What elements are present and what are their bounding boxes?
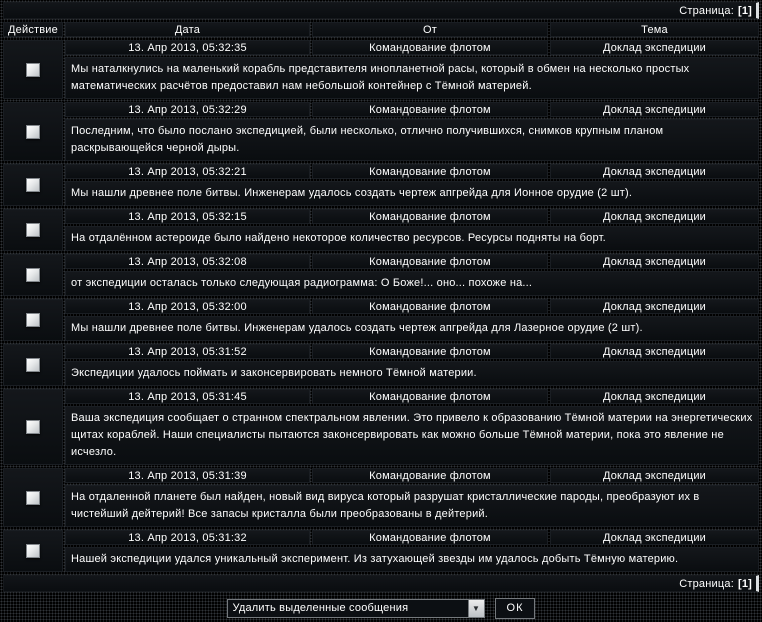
message-checkbox[interactable] (26, 491, 40, 505)
message-date: 13. Апр 2013, 05:32:35 (65, 40, 310, 55)
message-select-cell (3, 530, 63, 572)
message-row (3, 102, 759, 161)
message-from: Командование флотом (312, 102, 548, 117)
chevron-down-icon[interactable]: ▼ (468, 600, 484, 617)
message-date: 13. Апр 2013, 05:32:15 (65, 209, 310, 224)
message-row (3, 389, 759, 465)
message-subject: Доклад экспедиции (550, 40, 759, 55)
messages-page (3, 2, 759, 620)
header-subject: Тема (550, 22, 759, 37)
message-list (3, 40, 759, 572)
message-checkbox[interactable] (26, 420, 40, 434)
message-date: 13. Апр 2013, 05:32:29 (65, 102, 310, 117)
message-text: На отдалённом астероиде было найдено некоторое количество ресурсов. Ресурсы подняты на борт. (65, 226, 759, 251)
message-text: Экспедиции удалось поймать и законсервировать немного Тёмной материи. (65, 361, 759, 386)
message-text: Последним, что было послано экспедицией, были несколько, отлично получившихся, снимков крупным планом раскрывающейся черной дыры. (65, 119, 759, 161)
message-from: Командование флотом (312, 209, 548, 224)
message-date: 13. Апр 2013, 05:32:08 (65, 254, 310, 269)
message-subject: Доклад экспедиции (550, 468, 759, 483)
message-from: Командование флотом (312, 40, 548, 55)
message-checkbox[interactable] (26, 63, 40, 77)
message-subject: Доклад экспедиции (550, 102, 759, 117)
message-date: 13. Апр 2013, 05:32:00 (65, 299, 310, 314)
header-action: Действие (3, 22, 63, 37)
message-text: Нашей экспедиции удался уникальный эксперимент. Из затухающей звезды им удалось добыть Тёмную материю. (65, 547, 759, 572)
page-link-1[interactable]: [1] (737, 577, 752, 590)
message-select-cell (3, 209, 63, 251)
message-text: Ваша экспедиция сообщает о странном спектральном явлении. Это привело к образованию Тёмной материи на энергетических щитах кораблей. Наши специалисты пытаются законсервировать как можно больше Тёмной материи, пока это явление не исчезло. (65, 406, 759, 465)
message-date: 13. Апр 2013, 05:31:52 (65, 344, 310, 359)
message-select-cell (3, 299, 63, 341)
message-row (3, 164, 759, 206)
message-from: Командование флотом (312, 389, 548, 404)
delete-messages-select[interactable] (227, 599, 485, 618)
message-date: 13. Апр 2013, 05:31:45 (65, 389, 310, 404)
message-from: Командование флотом (312, 299, 548, 314)
message-row (3, 254, 759, 296)
message-subject: Доклад экспедиции (550, 389, 759, 404)
message-checkbox[interactable] (26, 178, 40, 192)
message-select-cell (3, 344, 63, 386)
message-subject: Доклад экспедиции (550, 530, 759, 545)
message-checkbox[interactable] (26, 544, 40, 558)
table-header (3, 22, 759, 37)
message-checkbox[interactable] (26, 313, 40, 327)
message-from: Командование флотом (312, 164, 548, 179)
message-from: Командование флотом (312, 530, 548, 545)
message-select-cell (3, 102, 63, 161)
header-date: Дата (65, 22, 310, 37)
header-from: От (312, 22, 548, 37)
page-link-1[interactable]: [1] (737, 4, 752, 17)
message-checkbox[interactable] (26, 223, 40, 237)
message-from: Командование флотом (312, 254, 548, 269)
message-row (3, 209, 759, 251)
message-row (3, 468, 759, 527)
message-date: 13. Апр 2013, 05:31:32 (65, 530, 310, 545)
message-checkbox[interactable] (26, 358, 40, 372)
message-select-cell (3, 40, 63, 99)
message-checkbox[interactable] (26, 125, 40, 139)
message-subject: Доклад экспедиции (550, 344, 759, 359)
message-subject: Доклад экспедиции (550, 209, 759, 224)
message-date: 13. Апр 2013, 05:32:21 (65, 164, 310, 179)
message-from: Командование флотом (312, 468, 548, 483)
message-select-cell (3, 389, 63, 465)
message-text: Мы нашли древнее поле битвы. Инженерам удалось создать чертеж апгрейда для Лазерное орудие (2 шт). (65, 316, 759, 341)
message-select-cell (3, 164, 63, 206)
footer-controls (3, 596, 759, 620)
message-date: 13. Апр 2013, 05:31:39 (65, 468, 310, 483)
message-select-cell (3, 468, 63, 527)
message-row (3, 40, 759, 99)
message-select-cell (3, 254, 63, 296)
message-text: На отдаленной планете был найден, новый вид вируса который разрушат кристаллические пароды, преобразуют их в чистейший дейтерий! Все запасы кристалла были преобразованы в дейтерий. (65, 485, 759, 527)
pagination-bottom (3, 575, 759, 592)
pagination-top (3, 2, 759, 19)
pagination-label: Страница: (679, 4, 734, 17)
message-from: Командование флотом (312, 344, 548, 359)
message-subject: Доклад экспедиции (550, 164, 759, 179)
ok-button[interactable]: ОК (495, 598, 536, 619)
message-subject: Доклад экспедиции (550, 299, 759, 314)
message-subject: Доклад экспедиции (550, 254, 759, 269)
message-row (3, 344, 759, 386)
delete-messages-select-value: Удалить выделенные сообщения (232, 602, 409, 614)
message-text: Мы нашли древнее поле битвы. Инженерам удалось создать чертеж апгрейда для Ионное орудие (2 шт). (65, 181, 759, 206)
message-row (3, 299, 759, 341)
message-text: Мы наталкнулись на маленький корабль представителя инопланетной расы, который в обмен на несколько простых математических расчётов предоставил нам небольшой контейнер с Тёмной материей. (65, 57, 759, 99)
pagination-label: Страница: (679, 577, 734, 590)
message-text: от экспедиции осталась только следующая радиограмма: О Боже!... оно... похоже на... (65, 271, 759, 296)
message-row (3, 530, 759, 572)
message-checkbox[interactable] (26, 268, 40, 282)
